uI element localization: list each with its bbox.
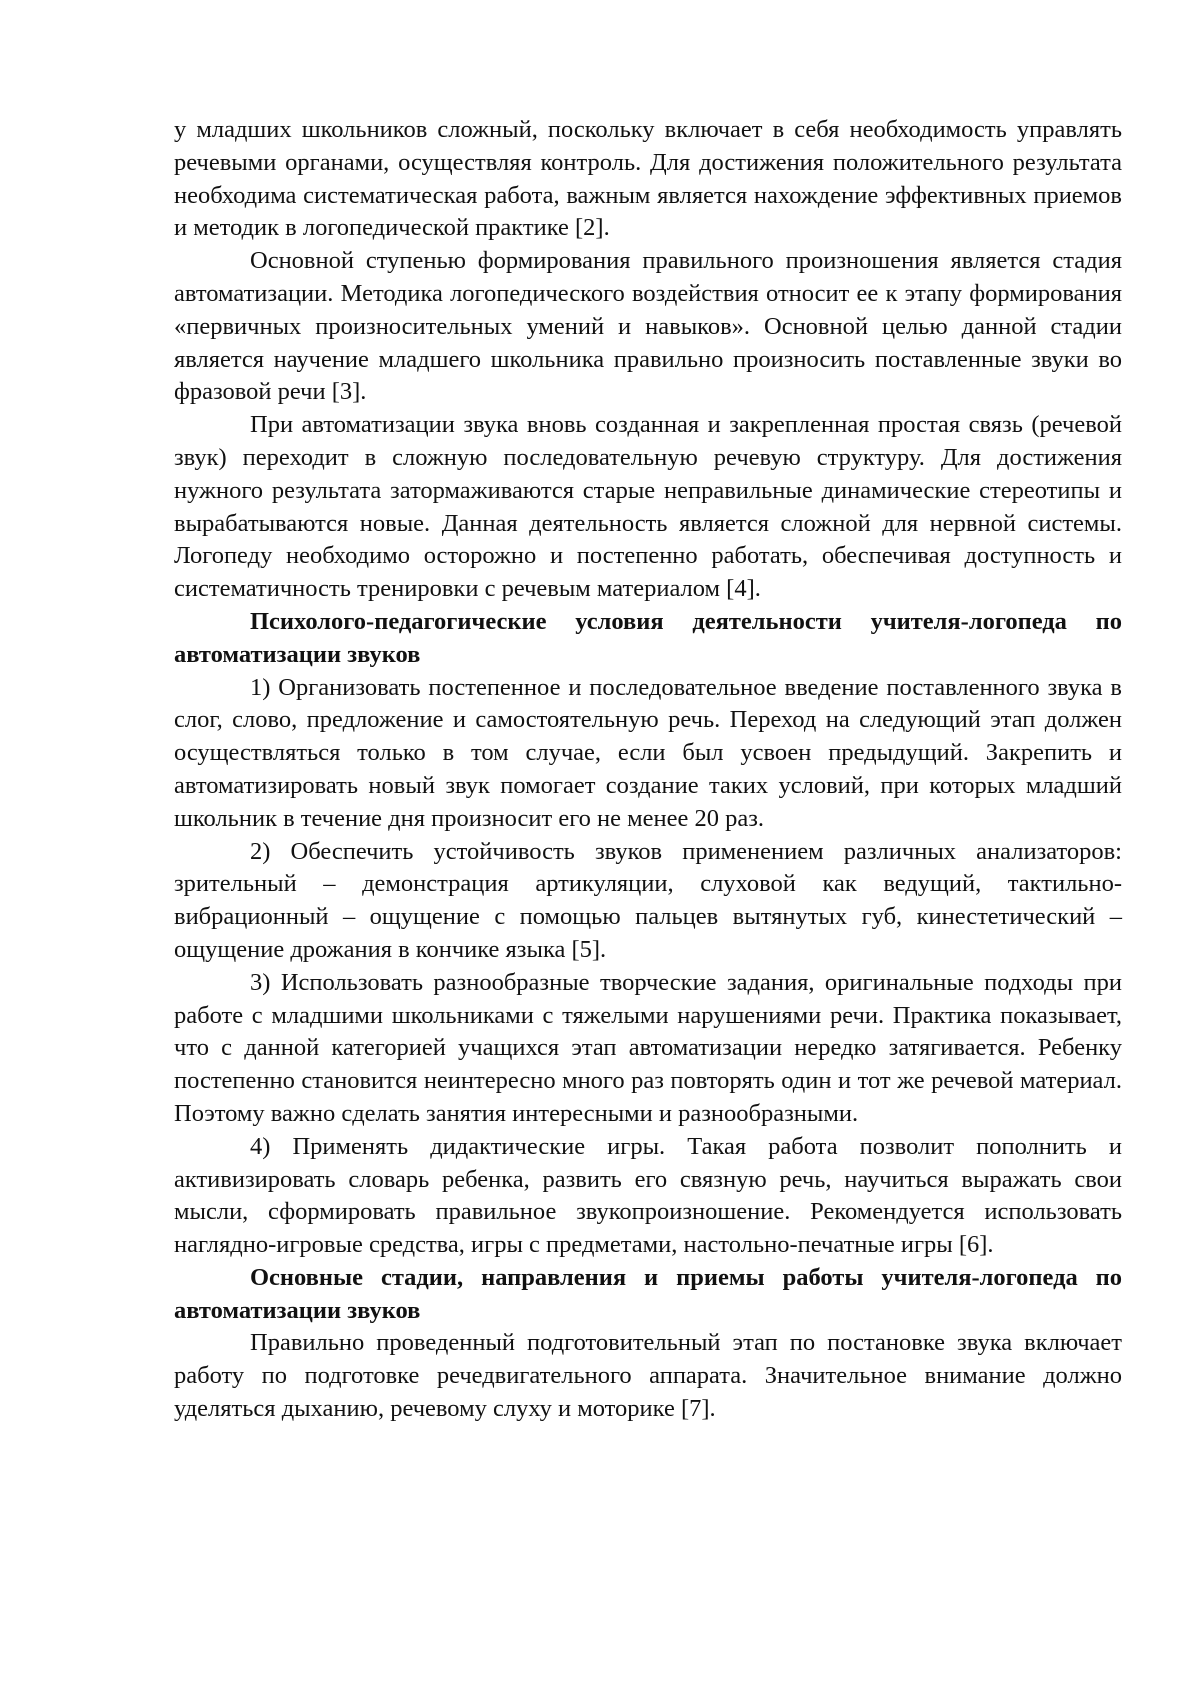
- document-page: [174, 114, 1122, 1426]
- list-item-2: 2) Обеспечить устойчивость звуков применением различных анализаторов: зрительный – демонстрация артикуляции, слуховой как ведущий, тактильно-вибрационный – ощущение с помощью пальцев вытянутых губ, кинестетический – ощущение дрожания в кончике языка [5].: [174, 837, 1122, 963]
- paragraph-sound-automation: При автоматизации звука вновь созданная и закрепленная простая связь (речевой звук) переходит в сложную последовательную речевую структуру. Для достижения нужного результата затормаживаются старые неправильные динамические стереотипы и вырабатываются новые. Данная деятельность является сложной для нервной системы. Логопеду необходимо осторожно и постепенно работать, обеспечивая доступность и систематичность тренировки с речевым материалом [4].: [174, 411, 1122, 603]
- paragraph-continuation: у младших школьников сложный, поскольку включает в себя необходимость управлять речевыми органами, осуществляя контроль. Для достижения положительного результата необходима систематическая работа, важным является нахождение эффективных приемов и методик в логопедической практике [2].: [174, 116, 1122, 242]
- section-heading-stages: Основные стадии, направления и приемы работы учителя-логопеда по автоматизации звуков: [174, 1263, 1122, 1324]
- paragraph-automation-stage: Основной ступенью формирования правильного произношения является стадия автоматизации. Методика логопедического воздействия относит ее к этапу формирования «первичных произносительных умений и навыков». Основной целью данной стадии является научение младшего школьника правильно произносить поставленные звуки во фразовой речи [3].: [174, 247, 1122, 406]
- list-item-3: 3) Использовать разнообразные творческие задания, оригинальные подходы при работе с младшими школьниками с тяжелыми нарушениями речи. Практика показывает, что с данной категорией учащихся этап автоматизации нередко затягивается. Ребенку постепенно становится неинтересно много раз повторять один и тот же речевой материал. Поэтому важно сделать занятия интересными и разнообразными.: [174, 968, 1122, 1127]
- list-item-1: 1) Организовать постепенное и последовательное введение поставленного звука в слог, слово, предложение и самостоятельную речь. Переход на следующий этап должен осуществляться только в том случае, если был усвоен предыдущий. Закрепить и автоматизировать новый звук помогает создание таких условий, при которых младший школьник в течение дня произносит его не менее 20 раз.: [174, 673, 1122, 832]
- section-heading-conditions: Психолого-педагогические условия деятельности учителя-логопеда по автоматизации звуков: [174, 607, 1122, 668]
- list-item-4: 4) Применять дидактические игры. Такая работа позволит пополнить и активизировать словарь ребенка, развить его связную речь, научиться выражать свои мысли, сформировать правильное звукопроизношение. Рекомендуется использовать наглядно-игровые средства, игры с предметами, настольно-печатные игры [6].: [174, 1132, 1122, 1259]
- paragraph-preparatory-stage: Правильно проведенный подготовительный этап по постановке звука включает работу по подготовке речедвигательного аппарата. Значительное внимание должно уделяться дыханию, речевому слуху и моторике [7].: [174, 1329, 1122, 1423]
